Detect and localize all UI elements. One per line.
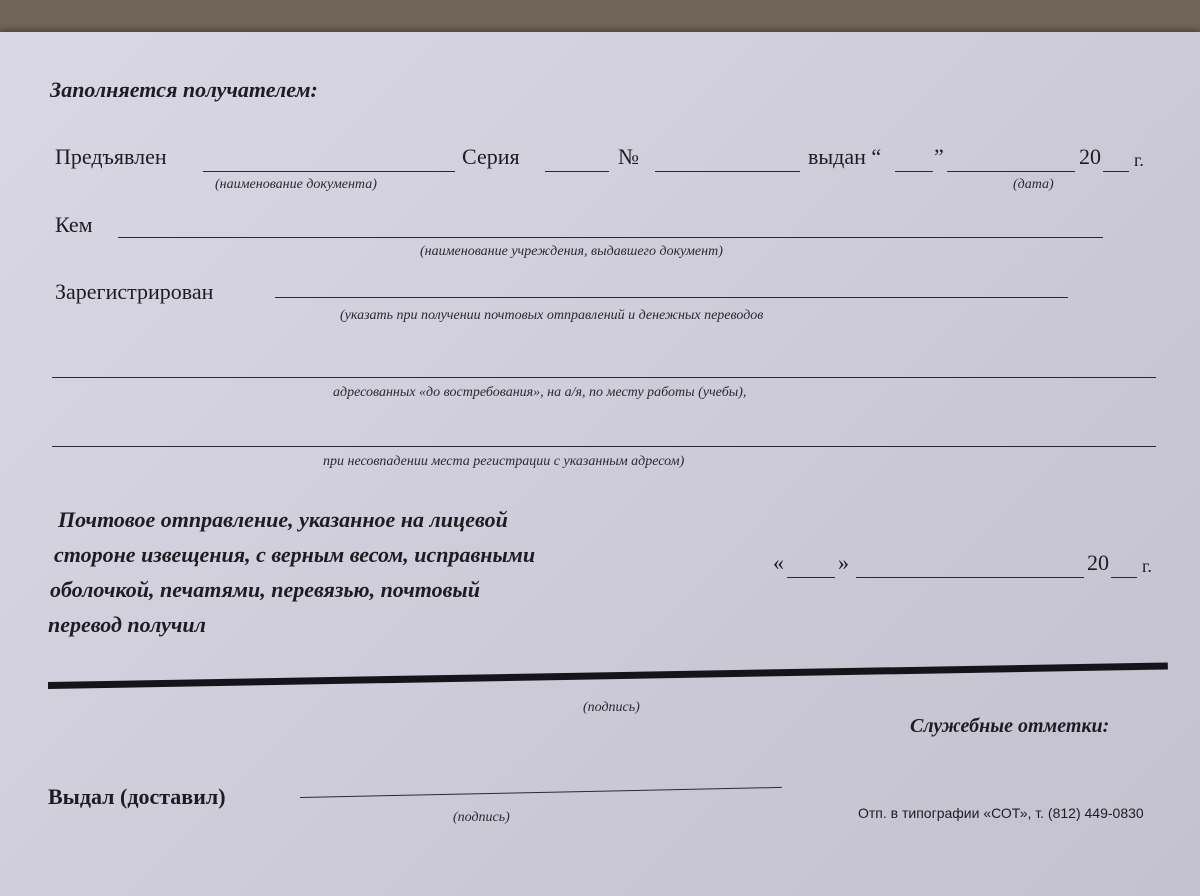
issued-year-prefix: 20 bbox=[1079, 144, 1101, 169]
receipt-month-field[interactable] bbox=[856, 577, 1084, 578]
number-field[interactable] bbox=[655, 171, 800, 172]
form-sheet bbox=[0, 32, 1200, 896]
document-name-caption: (наименование документа) bbox=[215, 177, 377, 192]
printer-note: Отп. в типографии «СОТ», т. (812) 449-0830 bbox=[858, 805, 1144, 821]
receipt-year-prefix: 20 bbox=[1087, 550, 1109, 575]
by-whom-label: Кем bbox=[55, 212, 93, 237]
series-field[interactable] bbox=[545, 171, 609, 172]
delivered-signature-caption: (подпись) bbox=[453, 810, 510, 825]
statement-line-1: Почтовое отправление, указанное на лицевой bbox=[58, 507, 508, 532]
statement-line-2: стороне извещения, с верным весом, исправными bbox=[54, 542, 536, 567]
issued-month-field[interactable] bbox=[947, 171, 1075, 172]
receipt-quote-open: « bbox=[773, 550, 784, 575]
statement-line-3: оболочкой, печатями, перевязью, почтовый bbox=[50, 577, 480, 602]
presented-label: Предъявлен bbox=[55, 144, 167, 169]
receipt-day-field[interactable] bbox=[787, 577, 835, 578]
receipt-year-field[interactable] bbox=[1111, 577, 1137, 578]
registration-field-3[interactable] bbox=[52, 446, 1156, 447]
registration-field-2[interactable] bbox=[52, 377, 1156, 378]
series-label: Серия bbox=[462, 144, 520, 169]
issued-year-suffix: г. bbox=[1134, 150, 1144, 170]
number-label: № bbox=[618, 144, 639, 169]
issuing-authority-field[interactable] bbox=[118, 237, 1103, 238]
delivered-signature-field[interactable] bbox=[300, 787, 782, 798]
service-marks-heading: Служебные отметки: bbox=[910, 715, 1110, 737]
registration-caption-2: адресованных «до востребования», на а/я, по месту работы (учебы), bbox=[333, 385, 747, 400]
receipt-quote-close: » bbox=[838, 550, 849, 575]
document-name-field[interactable] bbox=[203, 171, 455, 172]
form-header: Заполняется получателем: bbox=[50, 77, 318, 102]
issued-label: выдан “ bbox=[808, 144, 882, 169]
issuing-authority-caption: (наименование учреждения, выдавшего документ) bbox=[420, 244, 723, 259]
receipt-year-suffix: г. bbox=[1142, 556, 1152, 576]
recipient-signature-caption: (подпись) bbox=[583, 700, 640, 715]
recipient-signature-field[interactable] bbox=[48, 662, 1168, 689]
issued-quote-close: ” bbox=[934, 144, 944, 169]
registration-caption-3: при несовпадении места регистрации с указанным адресом) bbox=[323, 454, 685, 469]
issued-year-field[interactable] bbox=[1103, 171, 1129, 172]
registered-label: Зарегистрирован bbox=[55, 279, 214, 304]
date-caption: (дата) bbox=[1013, 177, 1054, 192]
statement-line-4: перевод получил bbox=[48, 612, 206, 637]
delivered-label: Выдал (доставил) bbox=[48, 784, 226, 809]
registration-field-1[interactable] bbox=[275, 297, 1068, 298]
registration-caption-1: (указать при получении почтовых отправлений и денежных переводов bbox=[340, 308, 764, 323]
issued-day-field[interactable] bbox=[895, 171, 933, 172]
